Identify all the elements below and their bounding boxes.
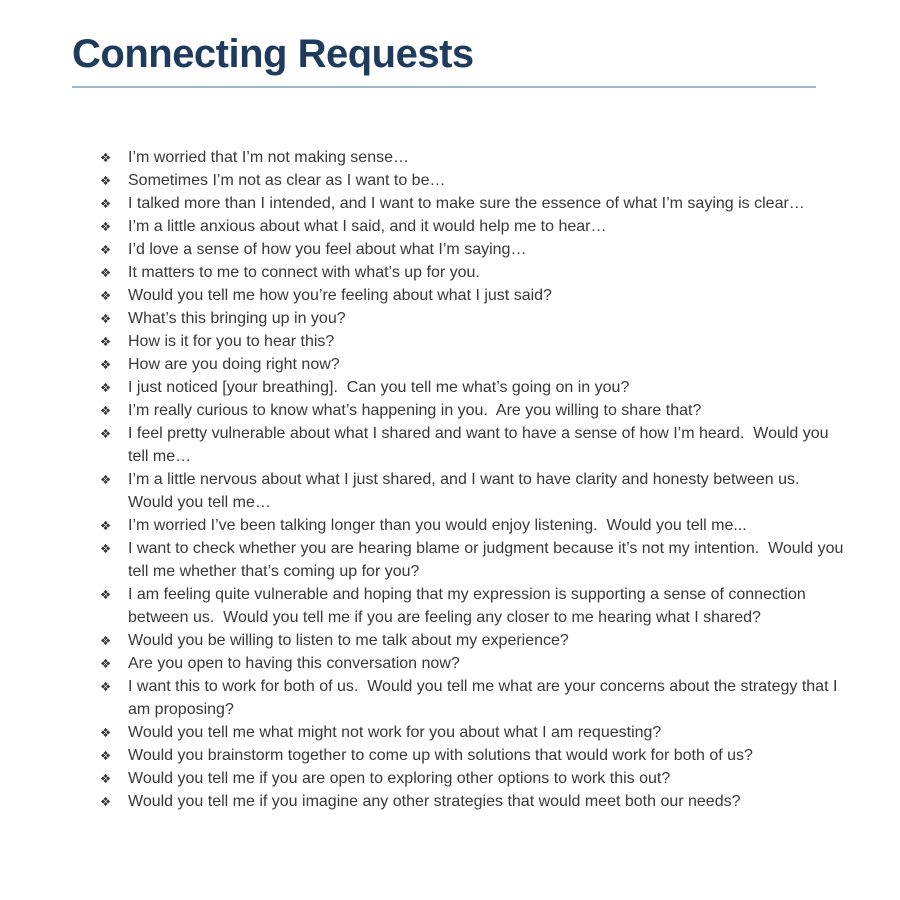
list-item <box>72 399 850 422</box>
list-item-text: I’d love a sense of how you feel about what I’m saying… <box>128 241 527 258</box>
list-item-text: Would you be willing to listen to me talk about my experience? <box>128 632 569 649</box>
list-item <box>72 675 850 721</box>
list-item <box>72 468 850 514</box>
list-item <box>72 307 850 330</box>
diamond-bullet-icon: ❖ <box>100 265 112 280</box>
diamond-bullet-icon: ❖ <box>100 380 112 395</box>
diamond-bullet-icon: ❖ <box>100 196 112 211</box>
list-item-text: Would you tell me what might not work for you about what I am requesting? <box>128 724 662 741</box>
diamond-bullet-icon: ❖ <box>100 748 112 763</box>
list-item <box>72 583 850 629</box>
list-item-text: Are you open to having this conversation now? <box>128 655 460 672</box>
list-item-text: I feel pretty vulnerable about what I shared and want to have a sense of how I’m heard. Would you tell me… <box>128 425 834 465</box>
diamond-bullet-icon: ❖ <box>100 403 112 418</box>
diamond-bullet-icon: ❖ <box>100 794 112 809</box>
list-item-text: Would you tell me how you’re feeling about what I just said? <box>128 287 552 304</box>
list-item <box>72 537 850 583</box>
diamond-bullet-icon: ❖ <box>100 541 112 556</box>
list-item-text: I am feeling quite vulnerable and hoping that my expression is supporting a sense of connection between us. Would you tell me if you are feeling any closer to me hearing what I shared? <box>128 586 811 626</box>
list-item-text: What’s this bringing up in you? <box>128 310 346 327</box>
list-item-text: Sometimes I’m not as clear as I want to be… <box>128 172 446 189</box>
list-item <box>72 169 850 192</box>
list-item-text: Would you tell me if you imagine any other strategies that would meet both our needs? <box>128 793 741 810</box>
title-underline-rule <box>72 86 816 88</box>
list-item <box>72 629 850 652</box>
list-item <box>72 514 850 537</box>
list-item-text: It matters to me to connect with what’s up for you. <box>128 264 480 281</box>
diamond-bullet-icon: ❖ <box>100 334 112 349</box>
document-header <box>72 30 850 88</box>
diamond-bullet-icon: ❖ <box>100 288 112 303</box>
list-item <box>72 652 850 675</box>
diamond-bullet-icon: ❖ <box>100 242 112 257</box>
list-item-text: I’m really curious to know what’s happening in you. Are you willing to share that? <box>128 402 702 419</box>
list-item <box>72 767 850 790</box>
list-item-text: I’m worried I’ve been talking longer than you would enjoy listening. Would you tell me... <box>128 517 747 534</box>
list-item-text: I talked more than I intended, and I want to make sure the essence of what I’m saying is clear… <box>128 195 805 212</box>
list-item-text: How is it for you to hear this? <box>128 333 335 350</box>
requests-list <box>72 146 850 813</box>
diamond-bullet-icon: ❖ <box>100 472 112 487</box>
list-item <box>72 353 850 376</box>
list-item-text: Would you brainstorm together to come up with solutions that would work for both of us? <box>128 747 753 764</box>
diamond-bullet-icon: ❖ <box>100 587 112 602</box>
list-item <box>72 192 850 215</box>
list-item <box>72 284 850 307</box>
list-item <box>72 744 850 767</box>
list-item-text: I just noticed [your breathing]. Can you tell me what’s going on in you? <box>128 379 630 396</box>
diamond-bullet-icon: ❖ <box>100 426 112 441</box>
diamond-bullet-icon: ❖ <box>100 679 112 694</box>
list-item-text: I want this to work for both of us. Would you tell me what are your concerns about the strategy that I am proposing? <box>128 678 842 718</box>
list-item <box>72 330 850 353</box>
diamond-bullet-icon: ❖ <box>100 656 112 671</box>
list-item-text: I’m a little nervous about what I just shared, and I want to have clarity and honesty between us. Would you tell me… <box>128 471 809 511</box>
diamond-bullet-icon: ❖ <box>100 725 112 740</box>
diamond-bullet-icon: ❖ <box>100 173 112 188</box>
list-item <box>72 261 850 284</box>
list-item-text: How are you doing right now? <box>128 356 340 373</box>
list-item-text: Would you tell me if you are open to exploring other options to work this out? <box>128 770 671 787</box>
list-item <box>72 238 850 261</box>
diamond-bullet-icon: ❖ <box>100 771 112 786</box>
diamond-bullet-icon: ❖ <box>100 633 112 648</box>
page-title: Connecting Requests <box>72 32 474 76</box>
list-item <box>72 422 850 468</box>
list-item <box>72 790 850 813</box>
diamond-bullet-icon: ❖ <box>100 518 112 533</box>
diamond-bullet-icon: ❖ <box>100 311 112 326</box>
diamond-bullet-icon: ❖ <box>100 150 112 165</box>
list-item <box>72 721 850 744</box>
list-item <box>72 215 850 238</box>
list-item <box>72 146 850 169</box>
diamond-bullet-icon: ❖ <box>100 357 112 372</box>
list-item-text: I’m a little anxious about what I said, and it would help me to hear… <box>128 218 607 235</box>
diamond-bullet-icon: ❖ <box>100 219 112 234</box>
list-item-text: I’m worried that I’m not making sense… <box>128 149 409 166</box>
list-item <box>72 376 850 399</box>
list-item-text: I want to check whether you are hearing blame or judgment because it’s not my intention. Would you tell me whether that’s coming up for you? <box>128 540 848 580</box>
